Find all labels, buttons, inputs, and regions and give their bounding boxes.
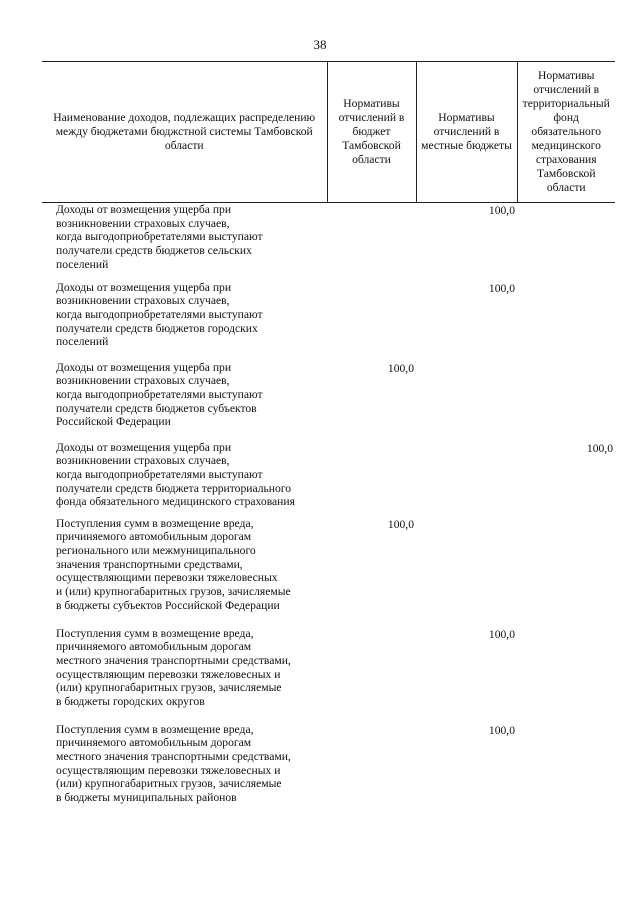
local-norm-cell: 100,0 [488,723,515,737]
tfoms-norm-cell [517,203,615,281]
header-regional-budget-norm: Нормативы отчислений в бюджет Тамбовской области [327,62,416,203]
revenue-name-cell: Доходы от возмещения ущерба при возникновении страховых случаев, когда выгодоприобретателями выступают получатели средств бюджетов субъектов Российской Федерации [56,360,263,429]
tfoms-norm-cell: 100,0 [586,441,613,455]
table-row [42,441,615,517]
regional-norm-cell [327,723,416,819]
table-row [42,281,615,361]
header-revenue-name: Наименование доходов, подлежащих распределению между бюджетами бюджстной системы Тамбовской области [42,62,327,203]
revenue-name-cell: Поступления сумм в возмещение вреда, причиняемого автомобильным дорогам местного значения транспортными средствами, осуществляющим перевозки тяжеловесных и (или) крупногабаритных грузов, зачисляемые в бюджеты муниципальных районов [56,722,291,805]
revenue-name-cell: Поступления сумм в возмещение вреда, причиняемого автомобильным дорогам местного значения транспортными средствами, осуществляющим перевозки тяжеловесных и (или) крупногабаритных грузов, зачисляемые в бюджеты городских округов [56,626,291,709]
regional-norm-cell: 100,0 [387,361,414,375]
regional-norm-cell: 100,0 [387,517,414,531]
regional-norm-cell [327,281,416,361]
table-header-row [42,62,615,203]
local-norm-cell [416,441,517,517]
revenue-name-cell: Доходы от возмещения ущерба при возникновении страховых случаев, когда выгодоприобретателями выступают получатели средств бюджетов сельских поселений [56,203,263,271]
table-row [42,517,615,627]
table-row [42,361,615,441]
regional-norm-cell [327,203,416,281]
table-row [42,723,615,819]
tfoms-norm-cell [517,281,615,361]
tfoms-norm-cell [517,361,615,441]
page-number: 38 [313,37,327,52]
header-tfoms-norm: Нормативы отчислений в территориальный фонд обязательного медицинского страхования Тамбовской области [517,62,615,203]
tfoms-norm-cell [517,627,615,723]
local-norm-cell: 100,0 [488,204,515,217]
local-norm-cell: 100,0 [488,281,515,295]
revenue-name-cell: Доходы от возмещения ущерба при возникновении страховых случаев, когда выгодоприобретателями выступают получатели средств бюджетов городских поселений [56,280,263,349]
table-row [42,627,615,723]
regional-norm-cell [327,441,416,517]
revenue-name-cell: Доходы от возмещения ущерба при возникновении страховых случаев, когда выгодоприобретателями выступают получатели средств бюджета территориального фонда обязательного медицинского страхования [56,440,295,509]
revenue-distribution-table [42,61,615,819]
local-norm-cell [416,361,517,441]
table-row [42,203,615,281]
tfoms-norm-cell [517,723,615,819]
revenue-name-cell: Поступления сумм в возмещение вреда, причиняемого автомобильным дорогам регионального или межмуниципального значения транспортными средствами, осуществляющими перевозки тяжеловесных и (или) крупногабаритных грузов, зачисляемые в бюджеты субъектов Российской Федерации [56,516,291,612]
regional-norm-cell [327,627,416,723]
local-norm-cell: 100,0 [488,627,515,641]
tfoms-norm-cell [517,517,615,627]
header-local-budget-norm: Нормативы отчислений в местные бюджеты [416,62,517,203]
local-norm-cell [416,517,517,627]
